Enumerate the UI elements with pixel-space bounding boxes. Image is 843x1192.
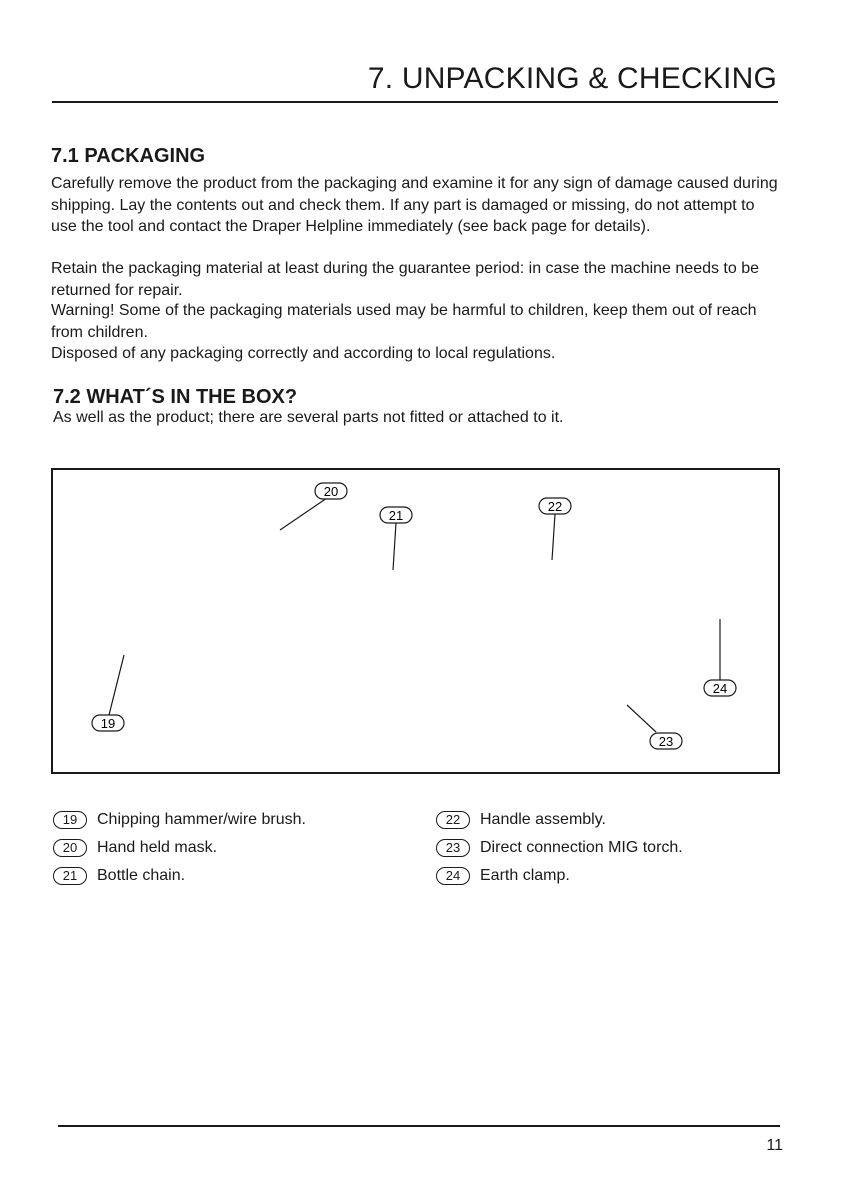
- legend-number-badge: 24: [436, 867, 470, 885]
- legend-number-badge: 22: [436, 811, 470, 829]
- callout-19-label: 19: [100, 716, 116, 731]
- parts-figure-callouts: [53, 470, 778, 772]
- paragraph-disposal: Disposed of any packaging correctly and according to local regulations.: [51, 345, 556, 362]
- callout-23: [627, 705, 682, 749]
- legend-item-19: [53, 811, 306, 829]
- page-number: 11: [766, 1137, 783, 1154]
- legend-label: Earth clamp.: [480, 867, 570, 884]
- callout-21: [380, 507, 412, 570]
- legend-number-badge: 21: [53, 867, 87, 885]
- paragraph-warning: Warning! Some of the packaging materials used may be harmful to children, keep them out of reach from children.: [51, 302, 757, 341]
- paragraph-inspection: Carefully remove the product from the packaging and examine it for any sign of damage caused during shipping. Lay the contents out and check them. If any part is damaged or missing, do not attempt to use the tool and contact the Draper Helpline immediately (see back page for details).: [51, 175, 778, 235]
- section-heading-whats-in-box: 7.2 WHAT´S IN THE BOX?: [53, 386, 298, 408]
- legend-item-20: [53, 839, 217, 857]
- paragraph-box-intro: As well as the product; there are several parts not fitted or attached to it.: [53, 409, 564, 426]
- page-title: 7. UNPACKING & CHECKING: [367, 62, 777, 95]
- legend-label: Handle assembly.: [480, 811, 606, 828]
- legend-item-24: [436, 867, 570, 885]
- legend-number-badge: 19: [53, 811, 87, 829]
- legend-number-badge: 20: [53, 839, 87, 857]
- callout-20: [280, 483, 347, 530]
- legend-label: Direct connection MIG torch.: [480, 839, 683, 856]
- callout-20-label: 20: [323, 484, 339, 499]
- legend-item-23: [436, 839, 683, 857]
- callout-23-label: 23: [658, 734, 674, 749]
- callout-19: [92, 655, 124, 731]
- legend-item-22: [436, 811, 606, 829]
- legend-label: Chipping hammer/wire brush.: [97, 811, 306, 828]
- callout-22: [539, 498, 571, 560]
- paragraph-retain-packaging: Retain the packaging material at least during the guarantee period: in case the machine needs to be returned for repair.: [51, 260, 760, 299]
- legend-number-badge: 23: [436, 839, 470, 857]
- callout-24: [704, 619, 736, 696]
- legend-label: Hand held mask.: [97, 839, 218, 856]
- callout-22-label: 22: [547, 499, 563, 514]
- parts-figure: [51, 468, 780, 774]
- section-heading-packaging: 7.1 PACKAGING: [51, 145, 206, 167]
- footer-divider: [58, 1125, 780, 1127]
- callout-24-label: 24: [712, 681, 728, 696]
- legend-label: Bottle chain.: [97, 867, 186, 884]
- callout-21-label: 21: [388, 508, 404, 523]
- header-divider: [52, 101, 778, 103]
- legend-item-21: [53, 867, 185, 885]
